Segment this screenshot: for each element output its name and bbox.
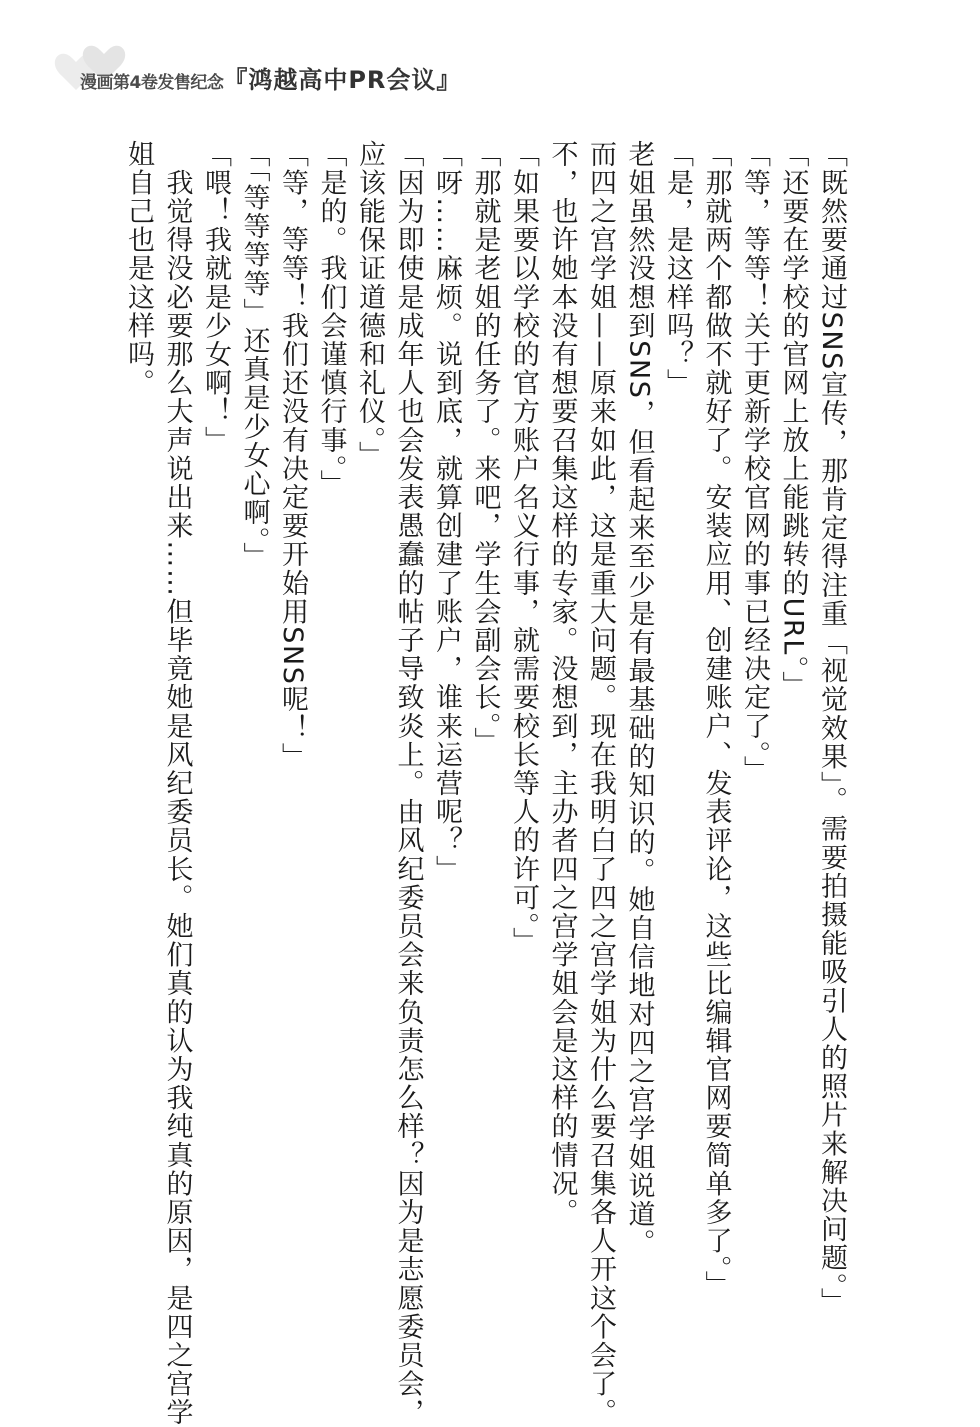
text-line: 「喂！我就是少女啊！」	[200, 140, 231, 455]
header-subtitle: 漫画第4卷发售纪念	[80, 73, 224, 93]
text-line: 「等，等等！我们还没有决定要开始用SNS呢！」	[277, 140, 308, 772]
text-line: 「等，等等！关于更新学校官网的事已经决定了。」	[739, 140, 770, 785]
text-line: 「因为即使是成年人也会发表愚蠢的帖子导致炎上。由风纪委员会来负责怎么样？因为是志愿委员会，	[392, 140, 424, 1427]
header-title: 『鸿越高中PR会议』	[223, 66, 462, 94]
text-line: 应该能保证道德和礼仪。」	[354, 140, 385, 470]
text-line: 「还要在学校的官网上放上能跳转的URL。」	[777, 140, 809, 700]
text-line: 姐自己也是这样吗。	[123, 140, 154, 398]
vertical-body-text	[119, 140, 851, 1427]
text-line: 「既然要通过SNS宣传，那肯定得注重「视觉效果」。需要拍摄能吸引人的照片来解决问题。」	[816, 140, 847, 1317]
text-line: 「那就是老姐的任务了。来吧，学生会副会长。」	[469, 140, 501, 756]
text-line: 「如果要以学校的官方账户名义行事，就需要校长等人的许可。」	[508, 140, 539, 956]
text-line: 老姐虽然没想到SNS，但看起来至少是有最基础的知识的。她自信地对四之宫学姐说道。	[623, 140, 655, 1258]
page-header	[52, 40, 472, 110]
text-line: 「「等等等等」还真是少女心啊。」	[238, 140, 270, 571]
text-line: 不，也许她本没有想要召集这样的专家。没想到，主办者四之宫学姐会是这样的情况。	[546, 140, 578, 1227]
text-line: 我觉得没必要那么大声说出来……但毕竟她是风纪委员长。她们真的认为我纯真的原因，是四之宫学	[161, 140, 193, 1427]
text-line: 「是的。我们会谨慎行事。」	[315, 140, 347, 499]
text-line: 而四之宫学姐——原来如此，这是重大问题。现在我明白了四之宫学姐为什么要召集各人开这个会了。	[585, 140, 616, 1427]
text-line: 「那就两个都做不就好了。安装应用、创建账户、发表评论，这些比编辑官网要简单多了。」	[700, 140, 732, 1300]
text-line: 「是，是这样吗？」	[662, 140, 693, 398]
header-text	[80, 60, 461, 95]
text-line: 「呀……麻烦。说到底，就算创建了账户，谁来运营呢？」	[431, 140, 462, 884]
